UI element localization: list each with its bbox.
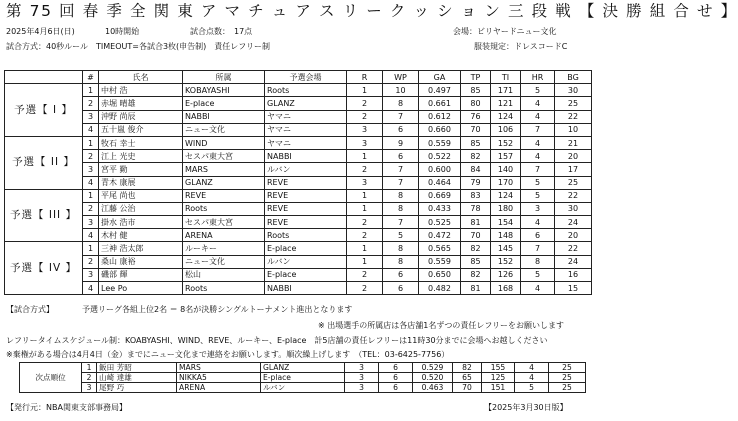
cell-bg: 22 <box>555 110 592 123</box>
cell-hr: 5 <box>521 268 555 281</box>
cell-tp: 81 <box>461 216 491 229</box>
venue: 会場：ビリヤードニュー文化 <box>453 27 557 36</box>
header-cell: WP <box>383 71 419 84</box>
cell-tp: 82 <box>461 150 491 163</box>
cell-name: 三神 浩太郎 <box>99 242 183 255</box>
cell-bg: 17 <box>555 163 592 176</box>
cell-club: ニュー文化 <box>183 123 265 136</box>
cell-name: 青木 康展 <box>99 176 183 189</box>
cell-bg: 25 <box>555 176 592 189</box>
cell-ga: 0.464 <box>419 176 461 189</box>
cell-venue: REVE <box>265 176 347 189</box>
cell-venue: REVE <box>265 216 347 229</box>
referee-schedule: レフリータイムスケジュール制：KOABYASHI、WIND、REVE、ルーキー、E-place 計5店舗の責任レフリーは11時30分までに会場へお越しください <box>6 336 548 345</box>
cell-club: WIND <box>183 136 265 149</box>
cell-bg: 22 <box>555 242 592 255</box>
group-label: 予選【 I 】 <box>5 84 83 137</box>
cell-venue: GLANZ <box>265 97 347 110</box>
cell-club: KOBAYASHI <box>183 84 265 97</box>
cell-r: 1 <box>347 242 383 255</box>
cell-name: 飯田 芳昭 <box>97 363 177 373</box>
header-cell: 予選会場 <box>265 71 347 84</box>
cell-hr: 4 <box>521 150 555 163</box>
cell-hr: 5 <box>515 383 549 393</box>
cell-ti: 152 <box>491 255 521 268</box>
ranking-row <box>20 383 586 393</box>
cell-wp: 7 <box>383 216 419 229</box>
cell-tp: 79 <box>461 176 491 189</box>
cell-r: 3 <box>347 136 383 149</box>
cell-hr: 4 <box>521 97 555 110</box>
cell-tp: 82 <box>453 363 482 373</box>
cell-r: 2 <box>347 216 383 229</box>
start-time: 10時開始 <box>105 27 140 36</box>
cell-ga: 0.660 <box>419 123 461 136</box>
cell-bg: 24 <box>555 216 592 229</box>
cell-ga: 0.600 <box>419 163 461 176</box>
cell-tp: 85 <box>461 255 491 268</box>
cell-num: 2 <box>82 373 97 383</box>
cell-venue: ヤマニ <box>265 110 347 123</box>
header-blank <box>5 71 83 84</box>
cell-ti: 170 <box>491 176 521 189</box>
cell-r: 3 <box>345 363 379 373</box>
cell-name: 掛水 浩市 <box>99 216 183 229</box>
cell-ti: 180 <box>491 202 521 215</box>
cell-bg: 20 <box>555 229 592 242</box>
cell-ti: 155 <box>482 363 515 373</box>
cell-name: 桑山 康裕 <box>99 255 183 268</box>
cell-hr: 5 <box>521 84 555 97</box>
header-cell: GA <box>419 71 461 84</box>
version-date: 【2025年3月30日版】 <box>484 403 568 412</box>
cell-bg: 24 <box>555 255 592 268</box>
cell-club: REVE <box>183 189 265 202</box>
cell-tp: 78 <box>461 202 491 215</box>
publisher: 【発行元：NBA関東支部事務局】 <box>6 403 127 412</box>
group-label: 予選【 III 】 <box>5 189 83 242</box>
cell-r: 2 <box>347 110 383 123</box>
method-text: 予選リーグ各組上位2名 ＝ 8名が決勝シングルトーナメント進出となります <box>82 305 353 314</box>
cell-hr: 8 <box>521 255 555 268</box>
cell-r: 2 <box>347 163 383 176</box>
cell-hr: 7 <box>521 123 555 136</box>
table-row <box>5 189 592 202</box>
cell-venue: ルバン <box>265 163 347 176</box>
cell-ga: 0.612 <box>419 110 461 123</box>
cell-name: 平尾 尚也 <box>99 189 183 202</box>
cell-hr: 3 <box>521 202 555 215</box>
cell-r: 2 <box>347 97 383 110</box>
table-row <box>5 136 592 149</box>
table-row <box>5 150 592 163</box>
cell-wp: 9 <box>383 136 419 149</box>
cell-name: 五十嵐 俊介 <box>99 123 183 136</box>
cell-wp: 6 <box>383 150 419 163</box>
cell-club: Roots <box>183 202 265 215</box>
cell-ti: 125 <box>482 373 515 383</box>
cell-num: 2 <box>83 97 99 110</box>
cell-num: 4 <box>83 282 99 295</box>
cell-club: NABBI <box>183 110 265 123</box>
header-cell: TI <box>491 71 521 84</box>
header-cell: BG <box>555 71 592 84</box>
header-cell: HR <box>521 71 555 84</box>
cell-hr: 5 <box>521 189 555 202</box>
cell-tp: 84 <box>461 163 491 176</box>
cell-wp: 6 <box>383 268 419 281</box>
cell-r: 3 <box>345 383 379 393</box>
cell-num: 4 <box>83 123 99 136</box>
cell-venue: NABBI <box>265 150 347 163</box>
cell-num: 3 <box>83 268 99 281</box>
event-date: 2025年4月6日(日) <box>6 27 75 36</box>
cell-venue: E-place <box>261 373 345 383</box>
cell-ti: 157 <box>491 150 521 163</box>
cell-r: 1 <box>347 202 383 215</box>
cell-num: 1 <box>83 136 99 149</box>
group-label: 予選【 II 】 <box>5 136 83 189</box>
cell-wp: 7 <box>383 176 419 189</box>
cell-r: 1 <box>347 255 383 268</box>
cell-club: MARS <box>183 163 265 176</box>
cell-ti: 126 <box>491 268 521 281</box>
cell-hr: 4 <box>521 110 555 123</box>
cell-r: 3 <box>347 123 383 136</box>
cell-ga: 0.661 <box>419 97 461 110</box>
cell-r: 2 <box>347 282 383 295</box>
cell-name: 赤堀 晴雄 <box>99 97 183 110</box>
cell-bg: 20 <box>555 150 592 163</box>
cell-club: E-place <box>183 97 265 110</box>
cell-tp: 85 <box>461 136 491 149</box>
cell-ga: 0.497 <box>419 84 461 97</box>
cell-wp: 6 <box>379 373 413 383</box>
cell-wp: 10 <box>383 84 419 97</box>
cell-num: 2 <box>83 202 99 215</box>
cell-num: 1 <box>82 363 97 373</box>
table-row <box>5 229 592 242</box>
cell-bg: 30 <box>555 84 592 97</box>
cell-wp: 8 <box>383 97 419 110</box>
cell-ga: 0.559 <box>419 136 461 149</box>
cell-tp: 65 <box>453 373 482 383</box>
cell-club: セスパ東大宮 <box>183 216 265 229</box>
header-cell: 氏名 <box>99 71 183 84</box>
cell-bg: 10 <box>555 123 592 136</box>
referee-note: ※ 出場選手の所属店は各店舗1名ずつの責任レフリーをお願いします <box>318 321 565 330</box>
cell-bg: 25 <box>549 363 586 373</box>
cell-ti: 154 <box>491 216 521 229</box>
cell-name: 宮平 勤 <box>99 163 183 176</box>
cell-ti: 140 <box>491 163 521 176</box>
cell-ti: 168 <box>491 282 521 295</box>
dress-code: 服装規定：ドレスコードC <box>474 42 568 51</box>
cell-club: 松山 <box>183 268 265 281</box>
cell-wp: 7 <box>383 163 419 176</box>
cell-wp: 6 <box>379 363 413 373</box>
cell-ga: 0.559 <box>419 255 461 268</box>
cell-hr: 4 <box>515 373 549 383</box>
cell-num: 3 <box>82 383 97 393</box>
cell-tp: 70 <box>453 383 482 393</box>
cell-ga: 0.650 <box>419 268 461 281</box>
cell-tp: 83 <box>461 189 491 202</box>
cell-tp: 85 <box>461 84 491 97</box>
cell-wp: 8 <box>383 189 419 202</box>
cell-tp: 76 <box>461 110 491 123</box>
table-header-row <box>5 71 592 84</box>
cell-wp: 8 <box>383 255 419 268</box>
table-row <box>5 176 592 189</box>
cell-venue: Roots <box>265 229 347 242</box>
table-row <box>5 163 592 176</box>
cell-venue: NABBI <box>265 282 347 295</box>
cell-club: Roots <box>183 282 265 295</box>
cell-hr: 4 <box>515 363 549 373</box>
cell-venue: REVE <box>265 202 347 215</box>
cell-hr: 4 <box>521 136 555 149</box>
cell-wp: 7 <box>383 110 419 123</box>
cell-num: 1 <box>83 242 99 255</box>
cell-venue: Roots <box>265 84 347 97</box>
table-row <box>5 110 592 123</box>
cell-hr: 4 <box>521 216 555 229</box>
group-label: 予選【 IV 】 <box>5 242 83 295</box>
cell-ga: 0.463 <box>413 383 453 393</box>
cell-name: 江藤 公治 <box>99 202 183 215</box>
cell-ga: 0.520 <box>413 373 453 383</box>
cell-wp: 8 <box>383 242 419 255</box>
cell-club: ルーキー <box>183 242 265 255</box>
cell-name: 沖野 尚辰 <box>99 110 183 123</box>
cell-bg: 25 <box>549 373 586 383</box>
cell-venue: REVE <box>265 189 347 202</box>
table-row <box>5 202 592 215</box>
cell-num: 3 <box>83 110 99 123</box>
cell-num: 1 <box>83 189 99 202</box>
match-points: 試合点数： 17点 <box>190 27 253 36</box>
cell-name: 中村 浩 <box>99 84 183 97</box>
cell-wp: 6 <box>379 383 413 393</box>
ranking-table <box>19 362 586 393</box>
cell-hr: 7 <box>521 242 555 255</box>
cell-ga: 0.522 <box>419 150 461 163</box>
cell-hr: 4 <box>521 282 555 295</box>
cell-club: セスパ東大宮 <box>183 150 265 163</box>
cell-venue: ヤマニ <box>265 123 347 136</box>
table-row <box>5 268 592 281</box>
cell-tp: 82 <box>461 268 491 281</box>
cell-venue: ヤマニ <box>265 136 347 149</box>
cell-venue: E-place <box>265 268 347 281</box>
ranking-row <box>20 373 586 383</box>
match-format: 試合方式：40秒ルール TIMEOUT=各試合3枚(申告制) 責任レフリー制 <box>6 42 270 51</box>
cell-ti: 171 <box>491 84 521 97</box>
cell-num: 4 <box>83 229 99 242</box>
method-label: 【試合方式】 <box>6 305 54 314</box>
cell-ga: 0.482 <box>419 282 461 295</box>
cell-ga: 0.669 <box>419 189 461 202</box>
cell-r: 2 <box>347 229 383 242</box>
cell-ti: 148 <box>491 229 521 242</box>
cell-hr: 6 <box>521 229 555 242</box>
table-row <box>5 84 592 97</box>
cell-ti: 124 <box>491 189 521 202</box>
cell-wp: 6 <box>383 282 419 295</box>
cell-tp: 81 <box>461 282 491 295</box>
cell-hr: 7 <box>521 163 555 176</box>
cell-club: GLANZ <box>183 176 265 189</box>
cell-venue: E-place <box>265 242 347 255</box>
table-row <box>5 216 592 229</box>
cell-num: 3 <box>83 163 99 176</box>
cell-num: 1 <box>83 84 99 97</box>
table-row <box>5 97 592 110</box>
header-cell: 所属 <box>183 71 265 84</box>
cell-club: MARS <box>177 363 261 373</box>
cell-tp: 70 <box>461 229 491 242</box>
cell-ga: 0.525 <box>419 216 461 229</box>
table-row <box>5 255 592 268</box>
cell-r: 1 <box>347 150 383 163</box>
cell-ti: 124 <box>491 110 521 123</box>
cell-ti: 145 <box>491 242 521 255</box>
cell-r: 1 <box>347 189 383 202</box>
cell-ga: 0.472 <box>419 229 461 242</box>
cell-club: ARENA <box>177 383 261 393</box>
cell-club: ARENA <box>183 229 265 242</box>
header-cell: TP <box>461 71 491 84</box>
cell-r: 1 <box>347 84 383 97</box>
cell-num: 3 <box>83 216 99 229</box>
page-title: 第 75 回 春 季 全 関 東 ア マ チ ュ ア ス リ ー ク ッ シ ョ ン 三 段 戦 【 決 勝 組 合 せ 】 <box>6 2 738 20</box>
cell-tp: 70 <box>461 123 491 136</box>
header-cell: # <box>83 71 99 84</box>
cell-ga: 0.529 <box>413 363 453 373</box>
table-row <box>5 242 592 255</box>
cell-venue: ルバン <box>265 255 347 268</box>
ranking-label: 次点順位 <box>20 363 82 393</box>
cell-ga: 0.433 <box>419 202 461 215</box>
cell-ga: 0.565 <box>419 242 461 255</box>
cell-bg: 16 <box>555 268 592 281</box>
cell-r: 2 <box>347 268 383 281</box>
cell-ti: 151 <box>482 383 515 393</box>
cell-wp: 6 <box>383 123 419 136</box>
cell-r: 3 <box>347 176 383 189</box>
table-row <box>5 282 592 295</box>
cell-bg: 25 <box>555 97 592 110</box>
cell-ti: 121 <box>491 97 521 110</box>
cell-tp: 82 <box>461 242 491 255</box>
cell-hr: 5 <box>521 176 555 189</box>
cell-wp: 8 <box>383 202 419 215</box>
cell-name: 江上 光史 <box>99 150 183 163</box>
cell-r: 3 <box>345 373 379 383</box>
cell-bg: 15 <box>555 282 592 295</box>
ranking-row <box>20 363 586 373</box>
cell-name: Lee Po <box>99 282 183 295</box>
cell-name: 磯部 輝 <box>99 268 183 281</box>
cell-bg: 25 <box>549 383 586 393</box>
cell-wp: 5 <box>383 229 419 242</box>
cell-bg: 22 <box>555 189 592 202</box>
table-row <box>5 123 592 136</box>
header-cell: R <box>347 71 383 84</box>
cell-venue: GLANZ <box>261 363 345 373</box>
absence-note: ※棄権がある場合は4月4日（金）までにニュー文化まで連絡をお願いします。順次繰上げします （TEL：03-6425-7756） <box>6 350 450 359</box>
cell-num: 2 <box>83 255 99 268</box>
qualifier-table <box>4 70 592 295</box>
cell-club: NIKKA5 <box>177 373 261 383</box>
cell-num: 4 <box>83 176 99 189</box>
cell-ti: 106 <box>491 123 521 136</box>
cell-bg: 30 <box>555 202 592 215</box>
cell-bg: 21 <box>555 136 592 149</box>
cell-num: 2 <box>83 150 99 163</box>
cell-tp: 80 <box>461 97 491 110</box>
cell-ti: 152 <box>491 136 521 149</box>
cell-name: 木村 健 <box>99 229 183 242</box>
cell-name: 山崎 達雄 <box>97 373 177 383</box>
cell-name: 牧石 幸士 <box>99 136 183 149</box>
cell-venue: ルバン <box>261 383 345 393</box>
cell-name: 尾野 巧 <box>97 383 177 393</box>
cell-club: ニュー文化 <box>183 255 265 268</box>
